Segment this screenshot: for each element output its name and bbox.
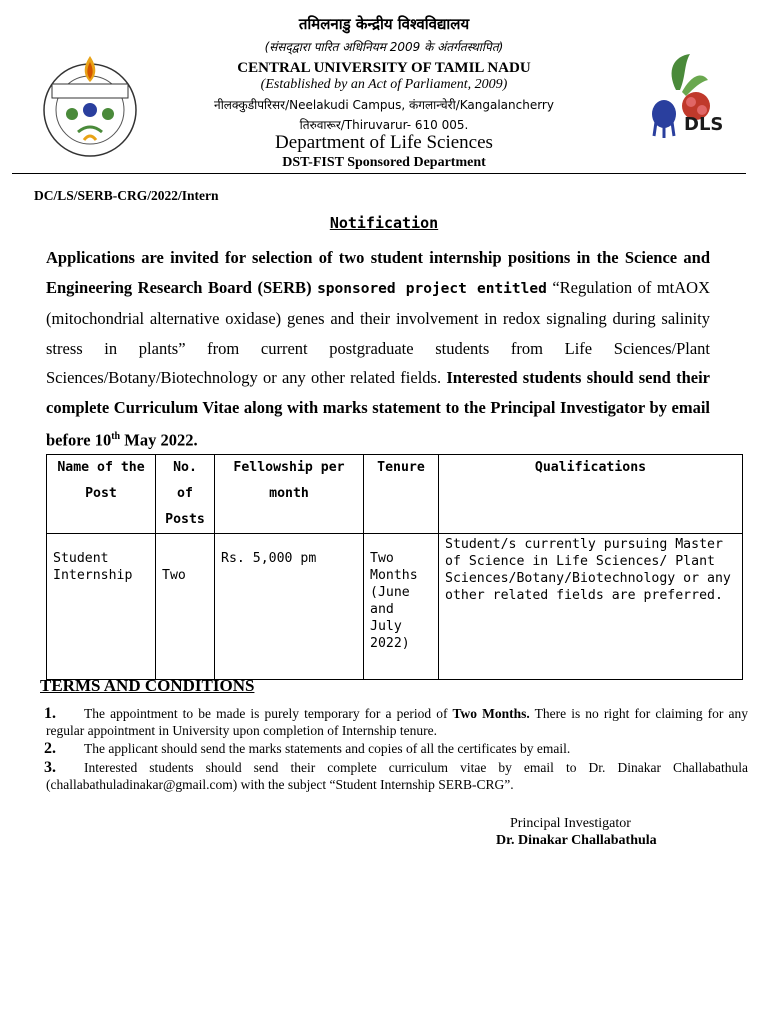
terms-item-text: The applicant should send the marks statements and copies of all the certificates by email. xyxy=(84,741,571,756)
hindi-university-title: तमिलनाडु केन्द्रीय विश्वविद्यालय xyxy=(298,15,470,33)
notification-title xyxy=(0,214,768,232)
intro-part-1: Applications are invited for selection of two student internship positions in the Science and Engineering Research Board (SERB) xyxy=(46,248,710,297)
cell-post-text: Student Internship xyxy=(53,551,133,583)
terms-item-text-end: There is no right for claiming for any regular appointment in University upon completion of Internship tenure. xyxy=(46,706,748,738)
col-header-posts-count: No. of Posts xyxy=(156,455,215,534)
terms-item-bold: Two Months. xyxy=(452,706,530,721)
sponsor-line: DST-FIST Sponsored Department xyxy=(282,155,486,170)
header-divider xyxy=(12,173,746,174)
notification-title-text: Notification xyxy=(329,214,439,232)
department-name: Department of Life Sciences xyxy=(275,132,493,153)
terms-item-number: 3. xyxy=(44,759,56,776)
table-header-row xyxy=(47,455,743,534)
terms-item-1 xyxy=(46,705,748,739)
intro-part-5: May 2022. xyxy=(120,430,198,450)
cell-fellowship-text: Rs. 5,000 pm xyxy=(221,551,317,566)
cell-qualifications-text: Student/s currently pursuing Master of Science in Life Sciences/ Plant Sciences/Botany/Biotechnology or any other related fields are preferred. xyxy=(445,537,731,603)
reference-number: DC/LS/SERB-CRG/2022/Intern xyxy=(34,188,219,203)
cell-qualifications xyxy=(439,534,743,680)
cell-tenure xyxy=(364,534,439,680)
terms-item-number: 1. xyxy=(44,705,56,722)
terms-heading: TERMS AND CONDITIONS xyxy=(40,676,255,695)
intro-paragraph xyxy=(46,243,710,455)
town-address-line: तिरुवारूर/Thiruvarur- 610 005. xyxy=(299,118,469,132)
university-name: CENTRAL UNIVERSITY OF TAMIL NADU xyxy=(237,60,531,76)
terms-item-3 xyxy=(46,759,748,793)
signature-role: Principal Investigator xyxy=(510,816,631,831)
hindi-act-line: (संसद्‌द्वारा पारित अधिनियम 2009 के अंतर्गतस्थापित) xyxy=(264,40,504,54)
intro-part-3: “Regulation of mtAOX (mitochondrial alternative oxidase) genes and their involvement in redox signaling during salinity stress in plants” from current postgraduate students from Life Sciences/Plant Sciences/Botany/Biotechnology or any other related fields. xyxy=(46,277,710,387)
campus-address-line: नीलक्कुडीपरिसर/Neelakudi Campus, कंगलान्चेरी/Kangalancherry xyxy=(214,98,554,112)
cell-fellowship xyxy=(215,534,364,680)
table-row xyxy=(47,534,743,680)
col-header-fellowship: Fellowship per month xyxy=(215,455,364,534)
signature-name: Dr. Dinakar Challabathula xyxy=(496,833,657,848)
cell-posts-count-text: Two xyxy=(162,568,186,583)
intro-part-4: Interested students should send their complete Curriculum Vitae along with marks statement to the Principal Investigator by email before 10 xyxy=(46,368,710,450)
fellowship-table xyxy=(46,454,743,680)
cell-post xyxy=(47,534,156,680)
col-header-post: Name of the Post xyxy=(47,455,156,534)
establishment-line: (Established by an Act of Parliament, 2009) xyxy=(260,77,508,92)
terms-item-2 xyxy=(46,740,748,757)
col-header-qualifications: Qualifications xyxy=(439,455,743,534)
intro-part-2: sponsored project entitled xyxy=(317,280,547,297)
terms-item-number: 2. xyxy=(44,740,56,757)
dls-logo-text: DLS xyxy=(684,114,724,135)
cell-posts-count xyxy=(156,534,215,680)
col-header-tenure: Tenure xyxy=(364,455,439,534)
terms-item-text: The appointment to be made is purely temporary for a period of xyxy=(84,706,453,721)
cell-tenure-text: Two Months (June and July 2022) xyxy=(370,551,418,651)
terms-item-text: Interested students should send their complete curriculum vitae by email to Dr. Dinakar Challabathula (challabathuladinakar@gmail.com) with the subject “Student Internship SERB-CRG”. xyxy=(46,760,748,792)
intro-superscript: th xyxy=(111,431,121,442)
